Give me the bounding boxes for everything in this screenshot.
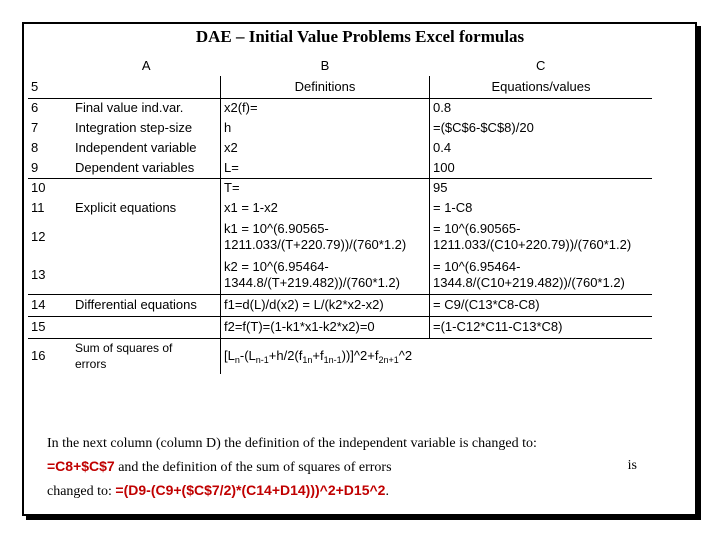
row-number: 7 (31, 120, 39, 135)
row-number: 16 (31, 348, 46, 364)
formula-subscript: n (234, 355, 240, 366)
cell-a (72, 76, 221, 98)
column-header-c: C (536, 58, 546, 73)
cell-c: 95 (433, 180, 448, 196)
row-number: 11 (31, 200, 45, 215)
cell-a: Integration step-size (72, 118, 221, 138)
formula-subscript: 1n (302, 355, 313, 366)
cell-a: Independent variable (72, 138, 221, 158)
cell-c: = 1-C8 (433, 200, 473, 215)
cell-a (72, 218, 221, 256)
note-line-3-prefix: changed to: (47, 484, 116, 499)
note-line-2-is: is (627, 458, 637, 473)
row-number: 8 (31, 140, 39, 155)
cell-c: 100 (430, 158, 653, 178)
cell-a-line: errors (75, 357, 107, 372)
slide-title: DAE – Initial Value Problems Excel formulas (195, 27, 525, 46)
row-number: 10 (31, 180, 46, 196)
sum-of-squares-formula (221, 338, 653, 374)
note-line-2-text: and the definition of the sum of squares of errors (114, 460, 392, 475)
table-row (28, 158, 652, 178)
cell-a-line: Sum of squares of (75, 341, 173, 356)
row-number: 9 (28, 158, 72, 178)
cell-b-line: 1344.8/(T+219.482))/(760*1.2) (224, 274, 400, 290)
cell-b-line: k2 = 10^(6.95464- (224, 258, 329, 274)
cell-a: Explicit equations (72, 198, 221, 218)
cell-a (72, 256, 221, 294)
cell-c-line: = 10^(6.90565- (433, 221, 521, 236)
cell-c: =(1-C12*C11-C13*C8) (430, 316, 653, 338)
column-letter-row (28, 56, 652, 76)
row-number: 13 (28, 256, 72, 294)
explanation-note (47, 433, 677, 503)
cell-c (430, 256, 653, 294)
cell-b: x1 = 1-x2 (221, 198, 430, 218)
cell-a: Dependent variables (72, 158, 221, 178)
formula-independent-variable: =C8+$C$7 (47, 458, 115, 474)
cell-a (72, 178, 221, 198)
cell-a (72, 316, 221, 338)
cell-c-line: = 10^(6.95464- (433, 258, 521, 274)
cell-c-line: 1211.033/(C10+220.79))/(760*1.2) (433, 237, 632, 252)
note-line-3-suffix: . (385, 484, 389, 499)
cell-c: 0.8 (433, 100, 452, 116)
cell-b (221, 218, 430, 256)
formula-sum-of-squares: =(D9-(C9+($C$7/2)*(C14+D14)))^2+D15^2 (115, 482, 386, 498)
cell-b: h (221, 118, 430, 138)
cell-a: Differential equations (72, 294, 221, 316)
cell-b: f2=f(T)=(1-k1*x1-k2*x2)=0 (221, 316, 430, 338)
formula-subscript: 2n+1 (378, 355, 399, 366)
cell-b: T= (221, 178, 430, 198)
table-row (28, 198, 652, 218)
table-row (28, 76, 652, 98)
cell-c-line: 1344.8/(C10+219.482))/(760*1.2) (433, 274, 625, 290)
formula-part: +f (312, 348, 324, 364)
note-line-2 (47, 455, 677, 479)
table-row (28, 338, 652, 374)
row-number: 15 (28, 316, 72, 338)
cell-c: = C9/(C13*C8-C8) (433, 297, 540, 312)
table-row (28, 218, 652, 256)
table-row (28, 118, 652, 138)
cell-b: x2 (221, 138, 430, 158)
row-number: 14 (31, 297, 46, 312)
formula-subscript: 1n-1 (323, 355, 342, 366)
table-row (28, 178, 652, 198)
table-row (28, 256, 652, 294)
cell-b: x2(f)= (221, 98, 430, 118)
table-row (28, 98, 652, 118)
table-row (28, 316, 652, 338)
row-number: 12 (31, 229, 46, 244)
formula-part: +h/2(f (268, 348, 303, 364)
cell-b: f1=d(L)/d(x2) = L/(k2*x2-x2) (221, 294, 430, 316)
formula-part: -(L (239, 348, 256, 364)
note-line-1: In the next column (column D) the definition of the independent variable is changed to: (47, 436, 537, 451)
cell-c (430, 218, 653, 256)
cell-b: L= (221, 158, 430, 178)
cell-b (221, 256, 430, 294)
row-number (28, 56, 72, 76)
table-row (28, 294, 652, 316)
cell-c: Equations/values (430, 76, 653, 98)
column-header-b: B (320, 58, 330, 73)
cell-b-line: k1 = 10^(6.90565- (224, 221, 329, 236)
formula-part: [L (224, 348, 235, 364)
formula-part: ))]^2+f (341, 348, 379, 364)
cell-c: 0.4 (433, 140, 452, 155)
formula-subscript: n-1 (255, 355, 269, 366)
cell-b: Definitions (221, 76, 430, 98)
row-number: 5 (28, 76, 72, 98)
note-line-3 (47, 479, 677, 503)
table-row (28, 138, 652, 158)
row-number: 6 (31, 100, 39, 116)
cell-b-line: 1211.033/(T+220.79))/(760*1.2) (224, 237, 407, 252)
cell-a: Final value ind.var. (72, 98, 221, 118)
formula-table (28, 56, 652, 374)
cell-a (72, 338, 221, 374)
formula-part: ^2 (398, 348, 413, 364)
cell-c: =($C$6-$C$8)/20 (433, 120, 534, 135)
column-header-a: A (141, 58, 151, 73)
